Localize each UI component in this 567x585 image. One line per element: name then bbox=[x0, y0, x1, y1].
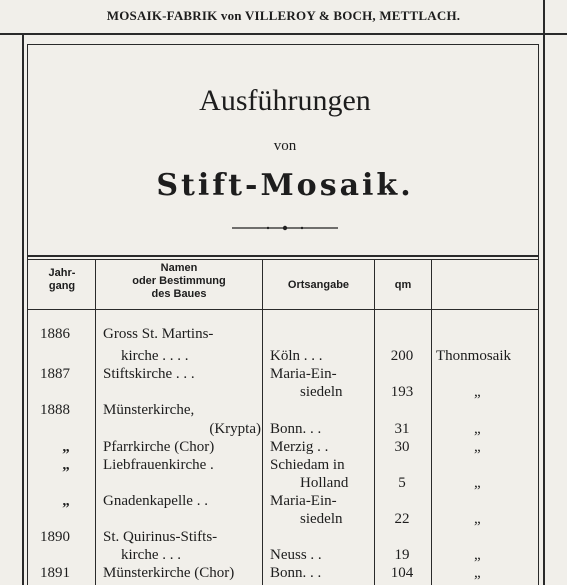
cell-year: „ bbox=[62, 457, 70, 473]
cell-place: Maria-Ein- bbox=[270, 493, 337, 509]
cell-name: Gross St. Martins- bbox=[103, 326, 214, 342]
cell-place: Bonn. . . bbox=[270, 421, 322, 437]
inner-left-border bbox=[27, 44, 28, 585]
table-top-rule bbox=[28, 255, 539, 257]
cell-place: Neuss . . bbox=[270, 547, 322, 563]
cell-note: „ bbox=[474, 565, 481, 581]
cell-name: (Krypta) bbox=[209, 421, 261, 437]
page-header: MOSAIK-FABRIK von VILLEROY & BOCH, METTLACH. bbox=[106, 8, 461, 23]
cell-note: „ bbox=[474, 384, 481, 400]
cell-year: 1888 bbox=[40, 402, 70, 418]
cell-qm: 193 bbox=[390, 384, 414, 400]
left-border bbox=[22, 35, 24, 585]
cell-year: „ bbox=[62, 493, 70, 509]
cell-qm: 5 bbox=[398, 475, 406, 491]
col-header-qm: qm bbox=[394, 279, 412, 291]
cell-place: Holland bbox=[300, 475, 349, 491]
cell-year: 1891 bbox=[40, 565, 70, 581]
page-title: Ausführungen bbox=[199, 84, 371, 117]
cell-name: St. Quirinus-Stifts- bbox=[103, 529, 218, 545]
cell-note: „ bbox=[474, 547, 481, 563]
col-header-year: Jahr- gang bbox=[48, 267, 76, 292]
inner-right-border bbox=[538, 44, 539, 585]
cell-qm: 22 bbox=[394, 511, 410, 527]
cell-qm: 104 bbox=[390, 565, 414, 581]
col-divider-1 bbox=[95, 259, 96, 585]
cell-name: Münsterkirche (Chor) bbox=[103, 565, 235, 581]
cell-place: Schiedam in bbox=[270, 457, 345, 473]
title-von: von bbox=[273, 138, 297, 154]
cell-note: „ bbox=[474, 511, 481, 527]
cell-name: kirche . . . bbox=[121, 547, 181, 563]
cell-name: Stiftskirche . . . bbox=[103, 366, 195, 382]
cell-year: 1887 bbox=[40, 366, 70, 382]
cell-note: Thonmosaik bbox=[436, 348, 511, 364]
cell-name: Gnadenkapelle . . bbox=[103, 493, 208, 509]
col-header-place: Ortsangabe bbox=[287, 279, 350, 291]
cell-place: Bonn. . . bbox=[270, 565, 322, 581]
right-border bbox=[543, 0, 545, 585]
table-header-rule bbox=[28, 309, 539, 310]
cell-place: Köln . . . bbox=[270, 348, 323, 364]
cell-name: Münsterkirche, bbox=[103, 402, 195, 418]
inner-top-rule bbox=[27, 44, 539, 45]
cell-name: kirche . . . . bbox=[121, 348, 189, 364]
cell-place: Merzig . . bbox=[270, 439, 329, 455]
col-divider-4 bbox=[431, 259, 432, 585]
cell-name: Pfarrkirche (Chor) bbox=[103, 439, 215, 455]
table-top-rule-2 bbox=[28, 259, 539, 260]
cell-qm: 30 bbox=[394, 439, 410, 455]
cell-qm: 200 bbox=[390, 348, 414, 364]
col-divider-3 bbox=[374, 259, 375, 585]
cell-place: Maria-Ein- bbox=[270, 366, 337, 382]
cell-place: siedeln bbox=[300, 511, 343, 527]
col-header-name: Namen oder Bestimmung des Baues bbox=[132, 262, 226, 300]
cell-place: siedeln bbox=[300, 384, 343, 400]
cell-qm: 31 bbox=[394, 421, 410, 437]
section-heading: Stift-Mosaik. bbox=[156, 168, 414, 203]
ornament-divider-icon bbox=[230, 223, 340, 233]
header-rule bbox=[0, 33, 567, 35]
cell-year: 1886 bbox=[40, 326, 70, 342]
cell-name: Liebfrauenkirche . bbox=[103, 457, 214, 473]
cell-year: 1890 bbox=[40, 529, 70, 545]
cell-note: „ bbox=[474, 475, 481, 491]
cell-note: „ bbox=[474, 421, 481, 437]
cell-qm: 19 bbox=[394, 547, 410, 563]
col-divider-2 bbox=[262, 259, 263, 585]
cell-note: „ bbox=[474, 439, 481, 455]
cell-year: „ bbox=[62, 439, 70, 455]
